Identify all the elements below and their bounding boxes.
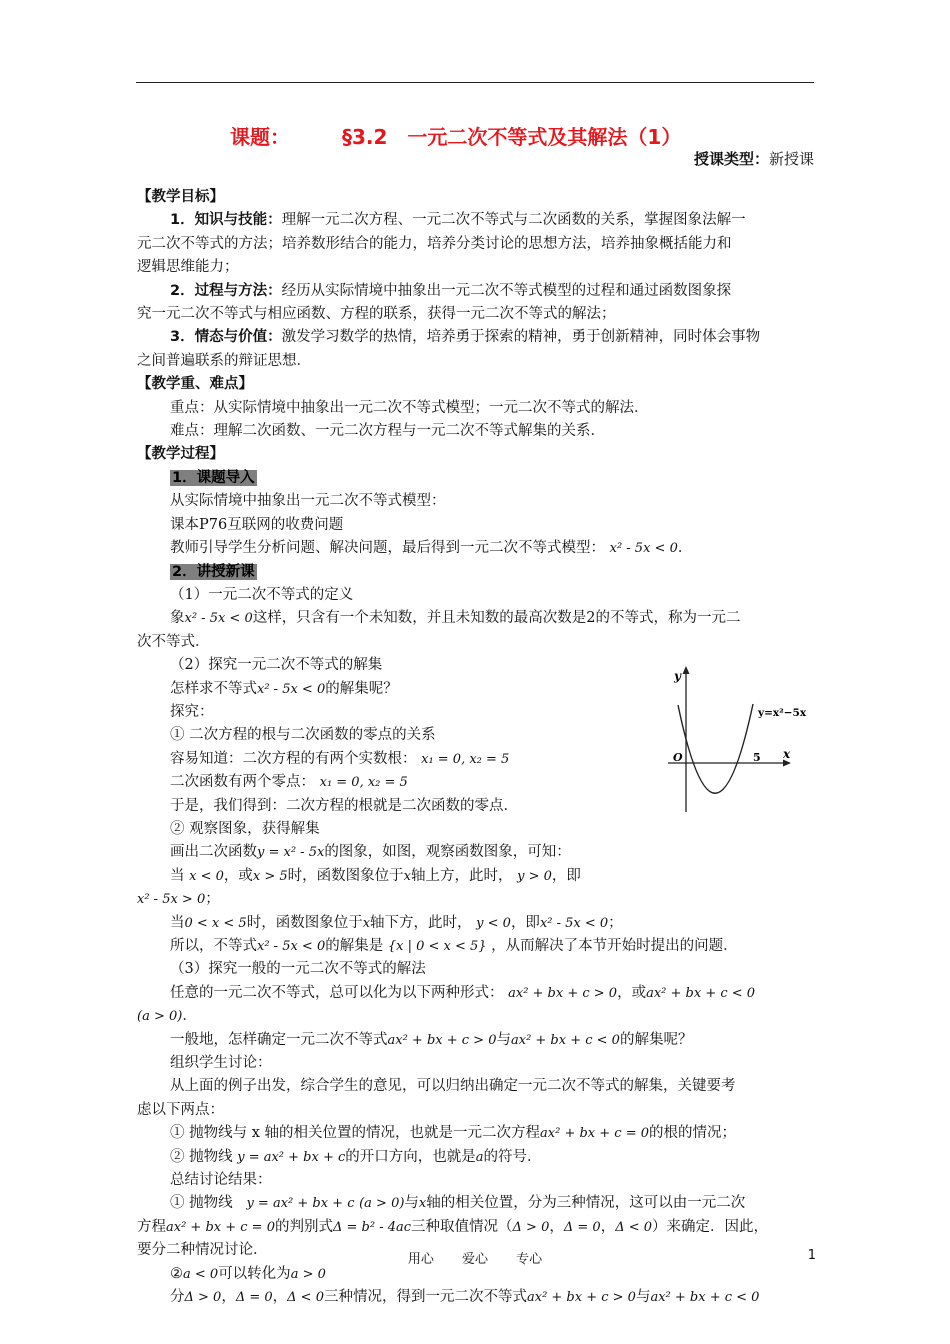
paragraph: 元二次不等式的方法；培养数形结合的能力，培养分类讨论的思想方法，培养抽象概括能力和 [137,235,732,252]
paragraph: 教师引导学生分析问题、解决问题，最后得到一元二次不等式模型： x² - 5x < 0． [170,540,693,557]
paragraph: 从上面的例子出发，综合学生的意见，可以归纳出确定一元二次不等式的解集，关键要考 [170,1078,736,1095]
section-heading: 【教学重、难点】 [137,376,253,393]
paragraph: 任意的一元二次不等式，总可以化为以下两种形式： ax² + bx + c > 0，或ax² + bx + c < 0 [170,984,756,1001]
page-number: 1 [807,1248,816,1263]
paragraph: 次不等式． [137,633,210,650]
lesson-type [694,148,814,169]
parabola-graph [660,660,820,818]
paragraph: 当 x < 0，或x > 5时，函数图象位于x轴上方，此时， y > 0，即 [170,867,581,884]
paragraph: 于是，我们得到：二次方程的根就是二次函数的零点． [170,797,518,814]
paragraph: 画出二次函数y = x² - 5x的图象，如图，观察函数图象，可知： [170,844,571,861]
paragraph: ②a < 0可以转化为a > 0 [170,1265,326,1282]
paragraph: 之间普遍联系的辩证思想． [137,352,311,369]
paragraph: 探究： [170,703,214,720]
y-axis-arrow [683,666,690,674]
paragraph: （1）一元二次不等式的定义 [170,586,354,603]
paragraph: （3）探究一般的一元二次不等式的解法 [170,961,426,978]
paragraph: ② 观察图象，获得解集 [170,820,320,837]
subsection-heading: 1．课题导入 [172,469,255,486]
paragraph: 二次函数有两个零点： x₁ = 0, x₂ = 5 [170,774,408,791]
paragraph: ① 抛物线与 x 轴的相关位置的情况，也就是一元二次方程ax² + bx + c = 0的根的情况； [170,1125,736,1142]
paragraph: 3．情态与价值：激发学习数学的热情，培养勇于探索的精神，勇于创新精神，同时体会事物 [170,329,761,346]
curve-label: y=x²−5x [758,707,807,719]
section-heading: 【教学目标】 [137,189,224,205]
lesson-type-label: 授课类型： [693,150,769,168]
paragraph: ② 抛物线 y = ax² + bx + c的开口方向，也就是a的符号． [170,1148,542,1165]
paragraph: 虑以下两点： [137,1101,224,1118]
y-axis-label: y [674,669,681,683]
paragraph: 方程ax² + bx + c = 0的判别式Δ = b² - 4ac三种取值情况（Δ > 0，Δ = 0，Δ < 0）来确定．因此， [137,1218,769,1235]
tick-label-5: 5 [753,751,761,764]
paragraph: 2．过程与方法：经历从实际情境中抽象出一元二次不等式模型的过程和通过函数图象探 [170,282,732,299]
header-rule [136,82,814,83]
paragraph: 容易知道：二次方程的有两个实数根： x₁ = 0, x₂ = 5 [170,750,510,767]
paragraph: （2）探究一元二次不等式的解集 [170,657,383,674]
parabola-curve [678,704,753,793]
paragraph: 从实际情境中抽象出一元二次不等式模型： [170,493,446,510]
section-heading: 【教学过程】 [137,446,224,463]
paragraph: 象x² - 5x < 0这样，只含有一个未知数，并且未知数的最高次数是2的不等式，称为一元二 [170,610,741,627]
paragraph: 究一元二次不等式与相应函数、方程的联系，获得一元二次不等式的解法； [137,306,616,323]
lesson-type-value: 新授课 [768,150,814,168]
paragraph: 重点：从实际情境中抽象出一元二次不等式模型；一元二次不等式的解法． [170,399,649,416]
title-main: §3.2 一元二次不等式及其解法（1） [342,125,682,149]
paragraph: 课本P76互联网的收费问题 [170,516,344,533]
subsection-heading: 2．讲授新课 [172,563,255,580]
paragraph: 分Δ > 0，Δ = 0，Δ < 0三种情况，得到一元二次不等式ax² + bx + c > 0与ax² + bx + c < 0 [170,1289,760,1306]
footer-item: 专心 [516,1252,543,1267]
page-title [230,121,681,150]
title-prefix: 课题： [230,125,290,149]
footer-item: 爱心 [461,1252,488,1267]
paragraph: (a > 0)． [137,1008,197,1025]
paragraph: 怎样求不等式x² - 5x < 0的解集呢？ [170,680,398,697]
paragraph: 总结讨论结果： [170,1172,272,1189]
paragraph: x² - 5x > 0； [137,891,220,908]
paragraph: ① 抛物线 y = ax² + bx + c (a > 0)与x轴的相关位置，分为三种情况，这可以由一元二次 [170,1195,746,1212]
paragraph: 1．知识与技能：理解一元二次方程、一元二次不等式与二次函数的关系，掌握图象法解一 [170,212,746,229]
x-axis-label: x [783,747,791,761]
paragraph: 当0 < x < 5时，函数图象位于x轴下方，此时， y < 0，即x² - 5x < 0； [170,914,623,931]
paragraph: ① 二次方程的根与二次函数的零点的关系 [170,727,436,744]
paragraph: 组织学生讨论： [170,1055,272,1072]
paragraph: 难点：理解二次函数、一元二次方程与一元二次不等式解集的关系． [170,423,605,440]
footer-item: 用心 [407,1252,434,1267]
origin-label: O [673,751,683,764]
paragraph: 一般地，怎样确定一元二次不等式ax² + bx + c > 0与ax² + bx + c < 0的解集呢？ [170,1031,693,1048]
paragraph: 要分二种情况讨论． [137,1242,268,1259]
paragraph: 逻辑思维能力； [137,259,239,276]
paragraph: 所以，不等式x² - 5x < 0的解集是 {x | 0 < x < 5} ，从而解决了本节开始时提出的问题． [170,938,738,954]
